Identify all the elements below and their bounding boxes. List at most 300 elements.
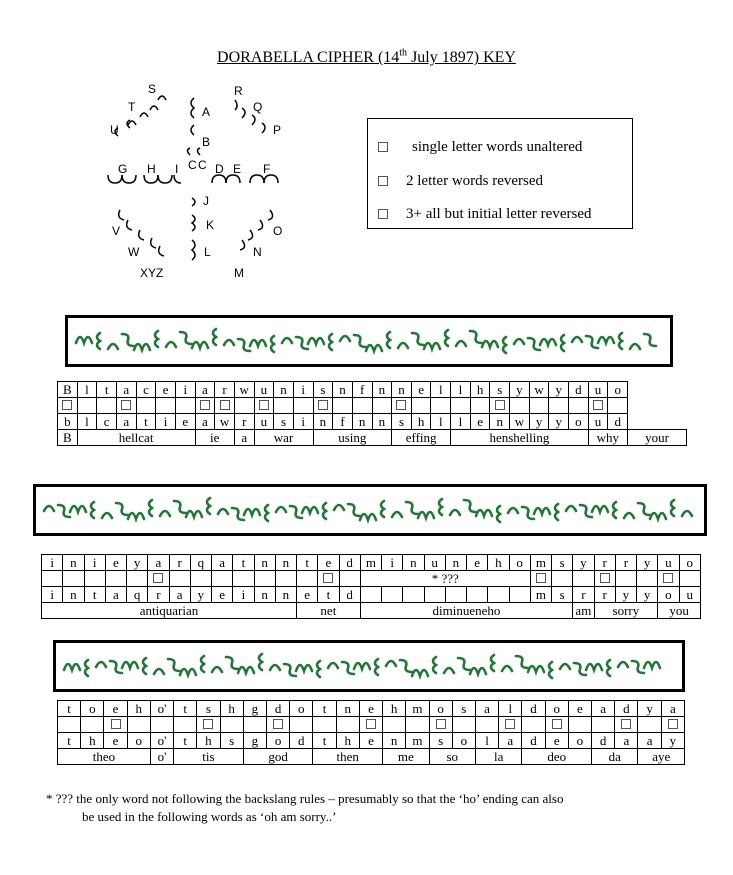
letter-cell: y xyxy=(638,701,661,717)
marker-cell xyxy=(406,717,429,733)
letter-cell: q xyxy=(127,587,148,603)
cipher-line-3 xyxy=(53,640,685,692)
cipher-glyph xyxy=(218,509,228,514)
letter-cell: y xyxy=(549,414,569,430)
word-cell: henshelling xyxy=(451,430,589,446)
marker-cell xyxy=(352,398,372,414)
marker-cell xyxy=(529,398,549,414)
cipher-glyph xyxy=(97,333,100,349)
cipher-glyph xyxy=(134,344,150,350)
cipher-glyph xyxy=(566,506,576,511)
letter-cell: s xyxy=(452,701,475,717)
cipher-glyph xyxy=(91,502,94,518)
checkbox-symbol xyxy=(495,400,505,410)
letter-cell: e xyxy=(359,701,382,717)
key-letter: E xyxy=(233,162,242,176)
cipher-glyph xyxy=(549,662,552,678)
cipher-glyph xyxy=(155,331,158,347)
letter-cell: n xyxy=(445,555,466,571)
key-letter: R xyxy=(234,84,243,98)
letter-cell: a xyxy=(195,414,215,430)
cipher-glyph xyxy=(270,665,280,670)
cipher-glyph xyxy=(400,660,412,672)
marker-cell xyxy=(243,717,266,733)
key-letter: I xyxy=(175,162,179,176)
letter-cell: h xyxy=(411,414,431,430)
letter-cell: o xyxy=(608,382,628,398)
letter-cell: i xyxy=(84,555,105,571)
marker-cell xyxy=(549,398,569,414)
cipher-glyph xyxy=(149,500,152,516)
cipher-glyph xyxy=(470,668,486,674)
letter-cell: s xyxy=(490,382,510,398)
letter-cell xyxy=(403,587,424,603)
cipher-glyph xyxy=(259,654,262,670)
marker-cell xyxy=(499,717,522,733)
cipher-glyph xyxy=(212,667,222,672)
letter-cell: r xyxy=(594,555,615,571)
key-letter: A xyxy=(202,105,211,119)
checkbox-symbol xyxy=(111,719,121,729)
cipher-glyph xyxy=(560,664,570,669)
checkbox-symbol xyxy=(552,719,562,729)
letter-cell: e xyxy=(175,414,195,430)
letter-cell: t xyxy=(58,733,81,749)
word-cell: antiquarian xyxy=(42,603,297,619)
cipher-glyph xyxy=(317,661,320,677)
letter-cell: t xyxy=(297,555,318,571)
letter-cell: r xyxy=(215,382,235,398)
letter-cell: s xyxy=(220,733,243,749)
letter-cell: o xyxy=(658,587,679,603)
letter-cell: m xyxy=(530,587,551,603)
letter-cell: a xyxy=(499,733,522,749)
cipher-glyph xyxy=(482,341,498,347)
letter-cell: o xyxy=(429,701,452,717)
word-cell: deo xyxy=(522,749,592,765)
key-letter: V xyxy=(112,224,121,238)
marker-cell xyxy=(318,571,339,587)
marker-cell xyxy=(313,717,336,733)
word-cell: am xyxy=(573,603,594,619)
letter-cell: w xyxy=(510,414,530,430)
letter-cell: t xyxy=(174,701,197,717)
letter-cell: n xyxy=(313,414,333,430)
letter-cell: y xyxy=(637,555,658,571)
letter-cell: a xyxy=(638,733,661,749)
letter-cell: w xyxy=(234,382,254,398)
letter-cell: a xyxy=(116,414,136,430)
decipher-table-3 xyxy=(57,700,685,765)
cipher-glyph xyxy=(516,656,528,668)
reordered-letter-row xyxy=(58,414,687,430)
cipher-glyph xyxy=(122,334,134,346)
letter-cell: a xyxy=(212,555,233,571)
letter-cell: l xyxy=(431,414,451,430)
letter-cell: n xyxy=(63,555,84,571)
marker-cell xyxy=(615,571,636,587)
letter-cell: a xyxy=(169,587,190,603)
word-cell: o' xyxy=(150,749,173,765)
cipher-glyph xyxy=(607,660,610,676)
checkbox-symbol xyxy=(62,400,72,410)
key-letter: U xyxy=(110,123,119,137)
letter-cell: e xyxy=(104,701,127,717)
marker-cell xyxy=(274,398,294,414)
letter-cell: t xyxy=(97,382,117,398)
checkbox-symbol xyxy=(273,719,283,729)
marker-cell xyxy=(522,717,545,733)
letter-cell: y xyxy=(127,555,148,571)
cipher-glyph xyxy=(116,503,128,515)
letter-cell: n xyxy=(275,587,296,603)
letter-cell: i xyxy=(42,555,63,571)
marker-cell xyxy=(190,571,211,587)
cipher-glyph xyxy=(110,661,122,673)
cipher-glyph xyxy=(444,668,454,673)
cipher-glyph xyxy=(561,335,564,351)
checkbox-symbol xyxy=(668,719,678,729)
cipher-glyph xyxy=(450,510,460,515)
marker-cell xyxy=(148,571,169,587)
letter-cell: o xyxy=(290,701,313,717)
cipher-glyph xyxy=(296,337,308,349)
letter-cell: u xyxy=(658,555,679,571)
letter-cell: t xyxy=(58,701,81,717)
key-letter: B xyxy=(202,135,211,149)
letter-cell: n xyxy=(392,382,412,398)
cipher-glyph xyxy=(174,501,186,513)
cipher-glyph xyxy=(572,337,582,342)
marker-cell xyxy=(661,717,684,733)
letter-cell: e xyxy=(105,555,126,571)
letter-cell: e xyxy=(545,733,568,749)
letter-cell: t xyxy=(136,414,156,430)
cipher-glyph xyxy=(671,500,674,516)
checkbox-symbol xyxy=(378,142,388,152)
cipher-glyph xyxy=(154,669,164,674)
letter-cell: m xyxy=(406,733,429,749)
marker-cell xyxy=(573,571,594,587)
word-cell: B xyxy=(58,430,78,446)
cipher-glyph xyxy=(360,514,376,520)
cipher-glyph xyxy=(76,337,92,343)
cipher-glyph xyxy=(166,342,176,347)
cipher-glyph xyxy=(650,513,666,519)
cipher-glyph xyxy=(180,332,192,344)
letter-cell: h xyxy=(220,701,243,717)
page-title: DORABELLA CIPHER (14th July 1897) KEY xyxy=(217,48,516,67)
cipher-glyph xyxy=(192,342,208,348)
word-cell: then xyxy=(313,749,383,765)
letter-cell: o xyxy=(545,701,568,717)
letter-cell: l xyxy=(77,414,97,430)
cipher-glyph xyxy=(439,499,442,515)
marker-cell xyxy=(81,717,104,733)
marker-cell xyxy=(588,398,608,414)
word-cell: war xyxy=(254,430,313,446)
letter-cell: d xyxy=(615,701,638,717)
letter-cell: a xyxy=(195,382,215,398)
cipher-key-diagram xyxy=(100,80,300,280)
cipher-glyph xyxy=(271,336,274,352)
marker-cell xyxy=(266,717,289,733)
marker-cell xyxy=(568,717,591,733)
cipher-letter-row xyxy=(58,382,687,398)
letter-cell xyxy=(424,587,445,603)
cipher-glyph xyxy=(476,510,492,516)
letter-cell: n xyxy=(403,555,424,571)
cipher-glyph xyxy=(514,339,524,344)
cipher-glyph xyxy=(160,511,170,516)
letter-cell: f xyxy=(333,414,353,430)
footnote-line: be used in the following words as ‘oh am sorry..’ xyxy=(82,809,337,824)
letter-cell: o xyxy=(568,733,591,749)
letter-cell: n xyxy=(352,414,372,430)
cipher-glyph xyxy=(398,343,408,348)
cipher-glyph xyxy=(644,662,660,668)
letter-cell: m xyxy=(530,555,551,571)
checkbox-symbol xyxy=(396,400,406,410)
cipher-letter-row xyxy=(58,701,685,717)
cipher-glyph xyxy=(598,337,614,343)
cipher-glyph xyxy=(108,344,118,349)
checkbox-symbol xyxy=(259,400,269,410)
letter-cell: h xyxy=(81,733,104,749)
marker-cell xyxy=(215,398,235,414)
letter-cell: n xyxy=(63,587,84,603)
letter-cell: o xyxy=(127,733,150,749)
letter-cell xyxy=(467,587,488,603)
cipher-glyph xyxy=(282,338,292,343)
marker-cell xyxy=(451,398,471,414)
marker-cell xyxy=(336,717,359,733)
cipher-glyph xyxy=(308,338,324,344)
marker-cell xyxy=(104,717,127,733)
note-cell: * ??? xyxy=(360,571,530,587)
marker-cell xyxy=(77,398,97,414)
cipher-glyph xyxy=(143,658,146,674)
letter-cell: t xyxy=(313,701,336,717)
key-letter: M xyxy=(234,266,244,280)
cipher-glyph xyxy=(348,504,360,516)
cipher-glyph xyxy=(412,670,428,676)
marker-row xyxy=(58,398,687,414)
reordered-letter-row xyxy=(42,587,701,603)
cipher-glyph xyxy=(682,511,692,516)
marker-cell xyxy=(608,398,628,414)
letter-cell: b xyxy=(58,414,78,430)
cipher-glyph xyxy=(250,340,266,346)
letter-cell xyxy=(445,587,466,603)
cipher-glyph xyxy=(464,500,476,512)
marker-cell xyxy=(97,398,117,414)
word-cell: why xyxy=(588,430,627,446)
cipher-glyph xyxy=(638,503,650,515)
cipher-glyph xyxy=(387,332,390,348)
word-cell: me xyxy=(383,749,429,765)
cipher-glyph xyxy=(624,513,634,518)
cipher-glyph xyxy=(644,334,656,346)
marker-cell xyxy=(679,571,701,587)
cipher-glyph xyxy=(64,664,80,670)
word-cell: net xyxy=(297,603,361,619)
marker-cell xyxy=(127,717,150,733)
letter-cell: o xyxy=(509,555,530,571)
letter-cell: m xyxy=(360,555,381,571)
letter-cell: l xyxy=(499,701,522,717)
letter-cell xyxy=(488,587,509,603)
cipher-glyph xyxy=(213,329,216,345)
key-letter: C xyxy=(198,158,207,172)
letter-cell: l xyxy=(451,382,471,398)
letter-cell: f xyxy=(352,382,372,398)
cipher-glyph xyxy=(528,338,540,350)
letter-cell: c xyxy=(97,414,117,430)
marker-cell xyxy=(195,398,215,414)
cipher-glyph xyxy=(96,662,106,667)
letter-cell: e xyxy=(104,733,127,749)
marker-cell xyxy=(658,571,679,587)
letter-cell: d xyxy=(569,382,589,398)
cipher-glyph xyxy=(618,662,628,667)
rule-text: 2 letter words reversed xyxy=(406,173,544,189)
cipher-glyph xyxy=(592,506,608,512)
marker-cell xyxy=(175,398,195,414)
marker-cell xyxy=(156,398,176,414)
checkbox-symbol xyxy=(318,400,328,410)
marker-cell xyxy=(569,398,589,414)
letter-cell: u xyxy=(254,414,274,430)
cipher-glyph xyxy=(201,656,204,672)
marker-cell xyxy=(383,717,406,733)
reordered-letter-row xyxy=(58,733,685,749)
cipher-glyph xyxy=(574,663,586,675)
word-cell: la xyxy=(475,749,521,765)
cipher-glyph xyxy=(445,330,448,346)
letter-cell: s xyxy=(552,555,573,571)
cipher-glyph xyxy=(354,335,366,347)
letter-cell: y xyxy=(549,382,569,398)
footnote xyxy=(46,790,686,826)
cipher-glyph xyxy=(102,513,112,518)
letter-cell: e xyxy=(568,701,591,717)
cipher-glyph xyxy=(508,508,518,513)
letter-cell xyxy=(382,587,403,603)
cipher-glyph xyxy=(613,502,616,518)
letter-cell: n xyxy=(254,587,275,603)
letter-cell: r xyxy=(169,555,190,571)
marker-cell xyxy=(290,717,313,733)
marker-cell xyxy=(150,717,173,733)
cipher-glyph xyxy=(522,507,534,519)
checkbox-symbol xyxy=(153,573,163,583)
letter-cell: B xyxy=(58,382,78,398)
cipher-glyph xyxy=(386,661,396,666)
checkbox-symbol xyxy=(593,400,603,410)
marker-cell xyxy=(313,398,333,414)
cipher-glyph xyxy=(366,345,382,351)
letter-cell: q xyxy=(190,555,211,571)
letter-cell: u xyxy=(254,382,274,398)
rule-text: single letter words unaltered xyxy=(412,139,583,155)
word-cell: you xyxy=(658,603,701,619)
letter-cell: y xyxy=(529,414,549,430)
cipher-glyph xyxy=(340,336,350,341)
letter-cell: e xyxy=(470,414,490,430)
marker-cell xyxy=(372,398,392,414)
letter-cell: h xyxy=(127,701,150,717)
marker-cell xyxy=(429,717,452,733)
letter-cell: i xyxy=(156,414,176,430)
letter-cell: l xyxy=(475,733,498,749)
cipher-glyph xyxy=(503,337,506,353)
letter-cell: r xyxy=(615,555,636,571)
key-letter: O xyxy=(273,224,283,238)
letter-cell: y xyxy=(637,587,658,603)
marker-cell xyxy=(615,717,638,733)
marker-cell xyxy=(510,398,530,414)
cipher-glyph xyxy=(302,507,318,513)
cipher-glyph xyxy=(381,501,384,517)
marker-cell xyxy=(127,571,148,587)
checkbox-symbol xyxy=(663,573,673,583)
letter-cell: a xyxy=(116,382,136,398)
checkbox-symbol xyxy=(378,176,388,186)
word-cell: tis xyxy=(174,749,244,765)
word-cell: so xyxy=(429,749,475,765)
letter-cell: o xyxy=(452,733,475,749)
letter-cell: y xyxy=(190,587,211,603)
word-cell: sorry xyxy=(594,603,658,619)
marker-cell xyxy=(254,571,275,587)
marker-cell xyxy=(431,398,451,414)
letter-cell: n xyxy=(274,382,294,398)
checkbox-symbol xyxy=(366,719,376,729)
marker-cell xyxy=(392,398,412,414)
marker-row xyxy=(58,717,685,733)
letter-cell: u xyxy=(588,382,608,398)
cipher-symbols-1 xyxy=(68,318,670,364)
checkbox-symbol xyxy=(600,573,610,583)
letter-cell: t xyxy=(318,587,339,603)
cipher-glyph xyxy=(207,498,210,514)
cipher-glyph xyxy=(354,663,370,669)
cipher-glyph xyxy=(276,507,286,512)
marker-cell xyxy=(42,571,63,587)
marker-cell xyxy=(475,717,498,733)
marker-cell xyxy=(197,717,220,733)
cipher-glyph xyxy=(329,334,332,350)
checkbox-symbol xyxy=(200,400,210,410)
key-letter: D xyxy=(215,162,224,176)
letter-cell: e xyxy=(359,733,382,749)
letter-cell: e xyxy=(467,555,488,571)
letter-cell: n xyxy=(372,382,392,398)
letter-cell: o xyxy=(81,701,104,717)
letter-cell: y xyxy=(661,733,684,749)
letter-cell: i xyxy=(293,382,313,398)
cipher-glyph xyxy=(619,333,622,349)
cipher-glyph xyxy=(456,341,466,346)
cipher-glyph xyxy=(323,503,326,519)
marker-cell xyxy=(58,398,78,414)
letter-cell: y xyxy=(573,555,594,571)
cipher-glyph xyxy=(586,336,598,348)
cipher-glyph xyxy=(555,504,558,520)
cipher-glyph xyxy=(497,506,500,522)
letter-cell: h xyxy=(383,701,406,717)
